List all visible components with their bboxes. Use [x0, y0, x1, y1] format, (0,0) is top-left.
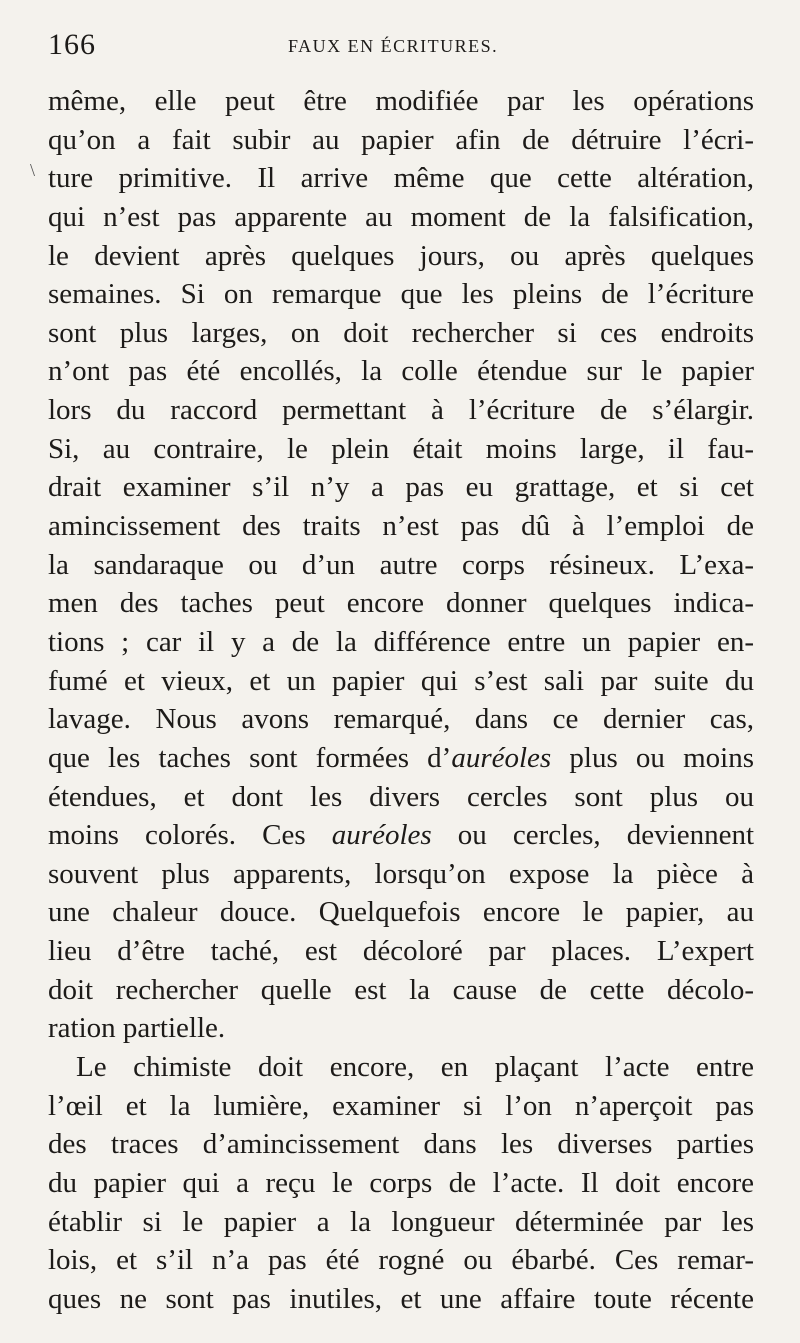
text-line: ture primitive. Il arrive même que cette altération, — [48, 162, 754, 195]
text-line: même, elle peut être modifiée par les opérations — [48, 85, 754, 117]
text-line: lavage. Nous avons remarqué, dans ce dernier cas, — [48, 703, 754, 736]
text-line: Si, au contraire, le plein était moins large, il fau- — [48, 432, 754, 465]
text-line: Le chimiste doit encore, en plaçant l’acte entre — [76, 1051, 754, 1084]
text-line: sont plus larges, on doit rechercher si ces endroits — [48, 316, 754, 349]
text-line: étendues, et dont les divers cercles sont plus ou — [48, 780, 754, 813]
text-line: une chaleur douce. Quelquefois encore le papier, au — [48, 896, 754, 929]
text-line: doit rechercher quelle est la cause de cette décolo- — [48, 973, 754, 1006]
text-line: men des taches peut encore donner quelques indica- — [48, 587, 754, 620]
margin-mark: \ — [30, 160, 36, 180]
text-line: ques ne sont pas inutiles, et une affaire toute récente — [48, 1282, 754, 1315]
italic-term: auréoles — [331, 819, 432, 852]
text-line: semaines. Si on remarque que les pleins de l’écriture — [48, 278, 754, 311]
text-line: ration partielle. — [48, 1012, 226, 1045]
text-line: tions ; car il y a de la différence entre un papier en- — [48, 625, 754, 658]
text-line: lieu d’être taché, est décoloré par places. L’expert — [48, 935, 754, 968]
text-segment: ou cercles, deviennent — [431, 819, 754, 852]
text-line: du papier qui a reçu le corps de l’acte. Il doit encore — [48, 1166, 754, 1199]
text-line: lors du raccord permettant à l’écriture de s’élargir. — [48, 394, 754, 427]
page-number: 166 — [48, 28, 96, 61]
text-line: drait examiner s’il n’y a pas eu grattage, et si cet — [48, 471, 754, 504]
text-line-with-italic — [48, 739, 754, 778]
text-line: qu’on a fait subir au papier afin de détruire l’écri- — [48, 123, 754, 156]
text-line: établir si le papier a la longueur déterminée par les — [48, 1205, 754, 1238]
text-segment: plus ou moins — [551, 741, 754, 774]
text-line: le devient après quelques jours, ou après quelques — [48, 239, 754, 272]
text-line-with-italic — [48, 816, 754, 855]
text-segment: que les taches sont formées d’ — [48, 741, 452, 774]
text-line: n’ont pas été encollés, la colle étendue sur le papier — [48, 355, 754, 388]
text-line: souvent plus apparents, lorsqu’on expose la pièce à — [48, 857, 754, 890]
text-line: fumé et vieux, et un papier qui s’est sali par suite du — [48, 664, 754, 697]
page-header — [48, 28, 748, 68]
text-line: des traces d’amincissement dans les diverses parties — [48, 1128, 754, 1161]
text-line: la sandaraque ou d’un autre corps résineux. L’exa- — [48, 548, 754, 581]
text-segment: moins colorés. Ces — [48, 819, 332, 852]
text-line: l’œil et la lumière, examiner si l’on n’aperçoit pas — [48, 1089, 754, 1122]
italic-term: auréoles — [451, 741, 552, 774]
text-line: amincissement des traits n’est pas dû à l’emploi de — [48, 510, 754, 543]
running-title: FAUX EN ÉCRITURES. — [288, 36, 499, 56]
text-line: lois, et s’il n’a pas été rogné ou ébarbé. Ces remar- — [48, 1244, 754, 1277]
body-text — [48, 82, 754, 1319]
text-line: qui n’est pas apparente au moment de la falsification, — [48, 200, 754, 233]
